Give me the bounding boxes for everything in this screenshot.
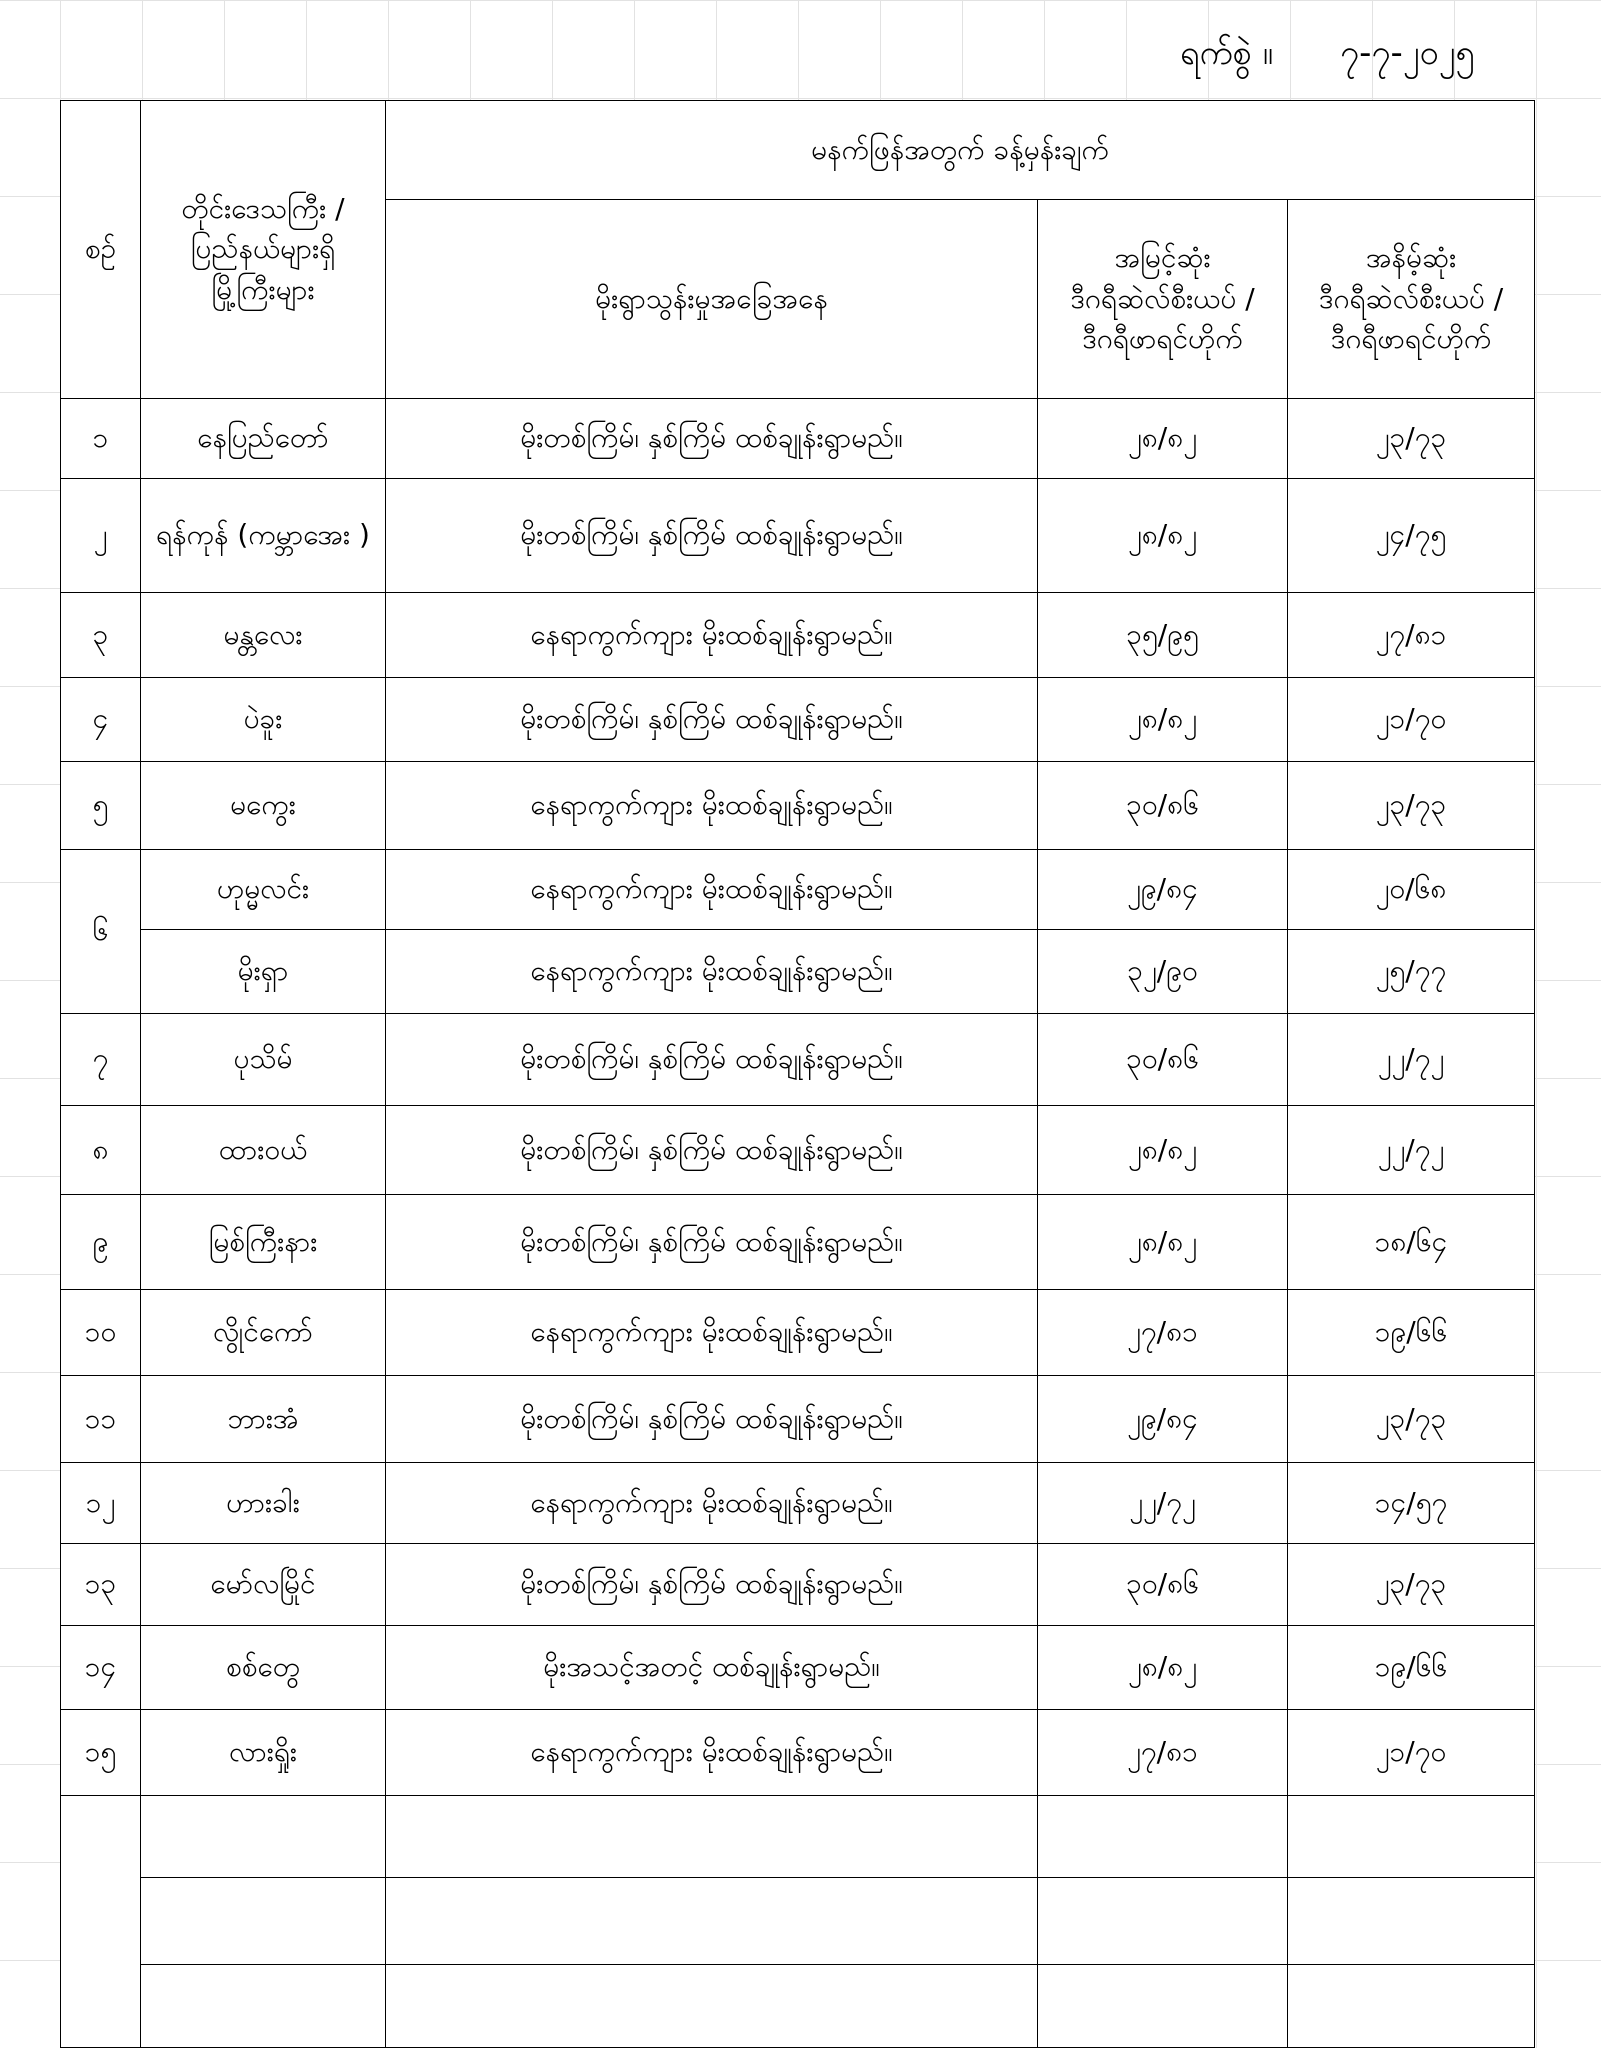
col-header-min-line: အနိမ့်ဆုံး xyxy=(1365,241,1457,275)
min-temp-cell xyxy=(1288,1878,1535,1965)
city-cell: မကွေး xyxy=(141,762,386,850)
date-value: ၇-၇-၂၀၂၅ xyxy=(1340,33,1475,73)
condition-cell: နေရာကွက်ကျား မိုးထစ်ချုန်းရွာမည်။ xyxy=(386,1463,1038,1544)
min-temp-cell xyxy=(1288,1965,1535,2048)
row-number: ၁၂ xyxy=(61,1463,141,1544)
city-cell: ဟုမ္မလင်း xyxy=(141,850,386,930)
table-row xyxy=(61,1544,1535,1626)
row-number xyxy=(61,1796,141,2048)
table-row xyxy=(61,1290,1535,1376)
city-cell: ဟားခါး xyxy=(141,1463,386,1544)
row-number: ၉ xyxy=(61,1195,141,1290)
table-row xyxy=(61,1106,1535,1195)
row-number: ၂ xyxy=(61,479,141,593)
row-number: ၁၃ xyxy=(61,1544,141,1626)
group-header-forecast: မနက်ဖြန်အတွက် ခန့်မှန်းချက် xyxy=(386,101,1535,200)
min-temp-cell: ၂၂/၇၂ xyxy=(1288,1106,1535,1195)
min-temp-cell: ၂၃/၇၃ xyxy=(1288,399,1535,479)
city-cell: မန္တလေး xyxy=(141,593,386,678)
table-row xyxy=(61,1878,1535,1965)
table-header xyxy=(61,101,1535,399)
condition-cell: မိုးတစ်ကြိမ်၊ နှစ်ကြိမ် ထစ်ချုန်းရွာမည်။ xyxy=(386,479,1038,593)
col-header-max-line: ဒီဂရီဖာရင်ဟိုက် xyxy=(1082,322,1243,356)
forecast-table xyxy=(60,100,1535,2048)
col-header-city-line: ပြည်နယ်များရှိ xyxy=(190,232,336,266)
row-number: ၅ xyxy=(61,762,141,850)
table-row xyxy=(61,399,1535,479)
condition-cell xyxy=(386,1796,1038,1878)
city-cell: ထားဝယ် xyxy=(141,1106,386,1195)
table-row xyxy=(61,479,1535,593)
max-temp-cell: ၂၉/၈၄ xyxy=(1038,1376,1288,1463)
city-cell xyxy=(141,479,386,593)
max-temp-cell xyxy=(1038,1965,1288,2048)
row-number: ၄ xyxy=(61,678,141,762)
condition-cell: မိုးတစ်ကြိမ်၊ နှစ်ကြိမ် ထစ်ချုန်းရွာမည်။ xyxy=(386,1106,1038,1195)
condition-cell: မိုးတစ်ကြိမ်၊ နှစ်ကြိမ် ထစ်ချုန်းရွာမည်။ xyxy=(386,399,1038,479)
row-number: ၁၅ xyxy=(61,1710,141,1796)
condition-cell: နေရာကွက်ကျား မိုးထစ်ချုန်းရွာမည်။ xyxy=(386,762,1038,850)
table-row xyxy=(61,593,1535,678)
condition-cell: နေရာကွက်ကျား မိုးထစ်ချုန်းရွာမည်။ xyxy=(386,1290,1038,1376)
row-number: ၇ xyxy=(61,1014,141,1106)
table-row xyxy=(61,1463,1535,1544)
table-row xyxy=(61,762,1535,850)
table-row xyxy=(61,1626,1535,1710)
row-number: ၁၄ xyxy=(61,1626,141,1710)
row-number: ၁ xyxy=(61,399,141,479)
table-row xyxy=(61,1710,1535,1796)
city-cell: ပုသိမ် xyxy=(141,1014,386,1106)
min-temp-cell xyxy=(1288,1796,1535,1878)
condition-cell: နေရာကွက်ကျား မိုးထစ်ချုန်းရွာမည်။ xyxy=(386,930,1038,1014)
min-temp-cell: ၂၃/၇၃ xyxy=(1288,1544,1535,1626)
table-body xyxy=(61,399,1535,2048)
min-temp-cell: ၁၈/၆၄ xyxy=(1288,1195,1535,1290)
condition-cell: မိုးတစ်ကြိမ်၊ နှစ်ကြိမ် ထစ်ချုန်းရွာမည်။ xyxy=(386,1544,1038,1626)
table-row xyxy=(61,1796,1535,1878)
table-row xyxy=(61,850,1535,930)
condition-cell: နေရာကွက်ကျား မိုးထစ်ချုန်းရွာမည်။ xyxy=(386,593,1038,678)
col-header-max-line: ဒီဂရီဆဲလ်စီးယပ် / xyxy=(1070,281,1255,315)
city-cell xyxy=(141,1965,386,2048)
col-header-min-line: ဒီဂရီဖာရင်ဟိုက် xyxy=(1330,322,1492,356)
city-cell: မော်လမြိုင် xyxy=(141,1544,386,1626)
condition-cell: နေရာကွက်ကျား မိုးထစ်ချုန်းရွာမည်။ xyxy=(386,1710,1038,1796)
max-temp-cell: ၂၇/၈၁ xyxy=(1038,1710,1288,1796)
max-temp-cell: ၂၈/၈၂ xyxy=(1038,399,1288,479)
col-header-city-line: မြို့ကြီးများ xyxy=(211,272,315,306)
min-temp-cell: ၂၀/၆၈ xyxy=(1288,850,1535,930)
col-header-condition: မိုးရွာသွန်းမှုအခြေအနေ xyxy=(386,200,1038,399)
row-number: ၆ xyxy=(61,850,141,1014)
city-subname: (ကမ္ဘာအေး ) xyxy=(237,518,370,552)
min-temp-cell: ၂၅/၇၇ xyxy=(1288,930,1535,1014)
col-header-max xyxy=(1038,200,1288,399)
date-row xyxy=(0,22,1601,82)
max-temp-cell: ၃၀/၈၆ xyxy=(1038,1544,1288,1626)
table-row xyxy=(61,1014,1535,1106)
city-name: ရန်ကုန် xyxy=(156,518,229,552)
city-cell: စစ်တွေ xyxy=(141,1626,386,1710)
condition-cell: မိုးတစ်ကြိမ်၊ နှစ်ကြိမ် ထစ်ချုန်းရွာမည်။ xyxy=(386,678,1038,762)
min-temp-cell: ၂၃/၇၃ xyxy=(1288,1376,1535,1463)
min-temp-cell: ၁၄/၅၇ xyxy=(1288,1463,1535,1544)
city-cell: နေပြည်တော် xyxy=(141,399,386,479)
city-cell: မြစ်ကြီးနား xyxy=(141,1195,386,1290)
max-temp-cell: ၂၈/၈၂ xyxy=(1038,678,1288,762)
max-temp-cell: ၂၈/၈၂ xyxy=(1038,1195,1288,1290)
col-header-no: စဉ် xyxy=(61,101,141,399)
city-cell: လွိုင်ကော် xyxy=(141,1290,386,1376)
min-temp-cell: ၂၂/၇၂ xyxy=(1288,1014,1535,1106)
col-header-min-line: ဒီဂရီဆဲလ်စီးယပ် / xyxy=(1318,281,1504,315)
max-temp-cell: ၂၂/၇၂ xyxy=(1038,1463,1288,1544)
condition-cell xyxy=(386,1965,1038,2048)
col-header-city-line: တိုင်းဒေသကြီး / xyxy=(181,191,345,225)
min-temp-cell: ၂၄/၇၅ xyxy=(1288,479,1535,593)
min-temp-cell: ၂၇/၈၁ xyxy=(1288,593,1535,678)
city-cell: ပဲခူး xyxy=(141,678,386,762)
city-cell: ဘားအံ xyxy=(141,1376,386,1463)
max-temp-cell: ၂၇/၈၁ xyxy=(1038,1290,1288,1376)
city-cell xyxy=(141,1796,386,1878)
max-temp-cell: ၂၈/၈၂ xyxy=(1038,1106,1288,1195)
min-temp-cell: ၁၉/၆၆ xyxy=(1288,1290,1535,1376)
col-header-min xyxy=(1288,200,1535,399)
min-temp-cell: ၁၉/၆၆ xyxy=(1288,1626,1535,1710)
table-row xyxy=(61,1195,1535,1290)
city-cell: လားရှိုး xyxy=(141,1710,386,1796)
max-temp-cell: ၃၅/၉၅ xyxy=(1038,593,1288,678)
max-temp-cell: ၃၀/၈၆ xyxy=(1038,762,1288,850)
col-header-city xyxy=(141,101,386,399)
max-temp-cell: ၃၂/၉၀ xyxy=(1038,930,1288,1014)
max-temp-cell xyxy=(1038,1796,1288,1878)
date-label: ရက်စွဲ ။ xyxy=(1180,33,1274,73)
min-temp-cell: ၂၃/၇၃ xyxy=(1288,762,1535,850)
condition-cell: မိုးတစ်ကြိမ်၊ နှစ်ကြိမ် ထစ်ချုန်းရွာမည်။ xyxy=(386,1376,1038,1463)
condition-cell: မိုးတစ်ကြိမ်၊ နှစ်ကြိမ် ထစ်ချုန်းရွာမည်။ xyxy=(386,1014,1038,1106)
max-temp-cell xyxy=(1038,1878,1288,1965)
max-temp-cell: ၂၈/၈၂ xyxy=(1038,479,1288,593)
condition-cell xyxy=(386,1878,1038,1965)
city-cell: မိုးရှာ xyxy=(141,930,386,1014)
max-temp-cell: ၂၈/၈၂ xyxy=(1038,1626,1288,1710)
table-row xyxy=(61,1965,1535,2048)
row-number: ၁၁ xyxy=(61,1376,141,1463)
condition-cell: မိုးအသင့်အတင့် ထစ်ချုန်းရွာမည်။ xyxy=(386,1626,1038,1710)
max-temp-cell: ၃၀/၈၆ xyxy=(1038,1014,1288,1106)
city-cell xyxy=(141,1878,386,1965)
table-row xyxy=(61,1376,1535,1463)
min-temp-cell: ၂၁/၇၀ xyxy=(1288,1710,1535,1796)
condition-cell: မိုးတစ်ကြိမ်၊ နှစ်ကြိမ် ထစ်ချုန်းရွာမည်။ xyxy=(386,1195,1038,1290)
col-header-max-line: အမြင့်ဆုံး xyxy=(1114,241,1211,275)
condition-cell: နေရာကွက်ကျား မိုးထစ်ချုန်းရွာမည်။ xyxy=(386,850,1038,930)
table-row xyxy=(61,678,1535,762)
row-number: ၁၀ xyxy=(61,1290,141,1376)
row-number: ၃ xyxy=(61,593,141,678)
table-row xyxy=(61,930,1535,1014)
row-number: ၈ xyxy=(61,1106,141,1195)
min-temp-cell: ၂၁/၇၀ xyxy=(1288,678,1535,762)
max-temp-cell: ၂၉/၈၄ xyxy=(1038,850,1288,930)
